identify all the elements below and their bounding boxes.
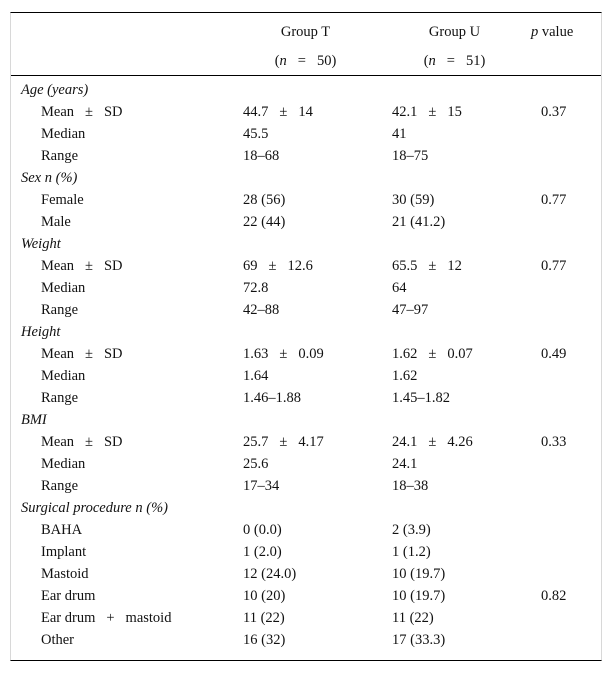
p-value (529, 629, 601, 651)
row-label: Male (41, 213, 71, 230)
row-label: Range (41, 389, 79, 406)
group-u-value: 41 (392, 125, 407, 142)
row-label: Mean ± SD (41, 257, 123, 274)
section-label: Sex n (%) (21, 169, 78, 186)
row-label: Other (41, 631, 75, 648)
group-t-value: 72.8 (243, 279, 269, 296)
table-row (11, 299, 601, 321)
group-t-value: 42–88 (243, 301, 280, 318)
group-u-value: 42.1 ± 15 (392, 103, 462, 120)
table-row (11, 123, 601, 145)
p-italic: p (531, 23, 539, 40)
row-label: Median (41, 279, 86, 296)
table-row (11, 145, 601, 167)
section-label: Age (years) (21, 81, 89, 98)
p-value: 0.82 (541, 587, 567, 604)
row-label: Mean ± SD (41, 345, 123, 362)
group-u-value: 17 (33.3) (392, 631, 446, 648)
section-row (11, 76, 601, 102)
table-row (11, 585, 601, 607)
group-u-value: 11 (22) (392, 609, 434, 626)
p-value (529, 387, 601, 409)
p-value (529, 123, 601, 145)
header-n-p-blank (529, 47, 601, 76)
table-row (11, 431, 601, 453)
row-label: Range (41, 301, 79, 318)
row-label: Median (41, 125, 86, 142)
group-t-value: 25.6 (243, 455, 269, 472)
row-label: Range (41, 477, 79, 494)
group-u-value: 10 (19.7) (392, 565, 446, 582)
header-p-value (529, 13, 601, 47)
n-u-text: (n = 51) (423, 52, 486, 69)
group-t-value: 25.7 ± 4.17 (243, 433, 324, 450)
p-rest: value (538, 23, 574, 40)
demographics-table (10, 12, 602, 661)
group-u-value: 64 (392, 279, 407, 296)
table-row (11, 365, 601, 387)
group-t-value: 16 (32) (243, 631, 286, 648)
section-row (11, 497, 601, 519)
section-row (11, 233, 601, 255)
p-value: 0.37 (541, 103, 567, 120)
group-t-value: 45.5 (243, 125, 269, 142)
group-t-value: 17–34 (243, 477, 280, 494)
header-n-t (231, 47, 380, 76)
p-value (529, 519, 601, 541)
group-u-value: 2 (3.9) (392, 521, 431, 538)
row-label: Female (41, 191, 84, 208)
p-value (529, 453, 601, 475)
table-row (11, 387, 601, 409)
group-u-value: 21 (41.2) (392, 213, 446, 230)
p-value (529, 541, 601, 563)
group-t-value: 1 (2.0) (243, 543, 282, 560)
group-t-value: 12 (24.0) (243, 565, 297, 582)
header-n-u (380, 47, 529, 76)
group-u-value: 1 (1.2) (392, 543, 431, 560)
table-row (11, 453, 601, 475)
group-u-value: 30 (59) (392, 191, 435, 208)
section-label: Surgical procedure n (%) (21, 499, 168, 516)
section-row (11, 409, 601, 431)
table-row (11, 255, 601, 277)
section-label: BMI (21, 411, 47, 428)
p-value: 0.77 (541, 257, 567, 274)
row-label: Median (41, 455, 86, 472)
table-row (11, 475, 601, 497)
table-row (11, 101, 601, 123)
table-row (11, 343, 601, 365)
group-t-value: 28 (56) (243, 191, 286, 208)
group-u-value: 18–38 (392, 477, 429, 494)
group-u-value: 10 (19.7) (392, 587, 446, 604)
group-t-value: 22 (44) (243, 213, 286, 230)
header-row (11, 13, 601, 47)
group-u-value: 47–97 (392, 301, 429, 318)
group-u-value: 24.1 (392, 455, 418, 472)
data-table (11, 13, 601, 651)
group-t-value: 1.64 (243, 367, 269, 384)
p-value: 0.77 (541, 191, 567, 208)
table-row (11, 541, 601, 563)
p-value (529, 607, 601, 629)
group-t-value: 10 (20) (243, 587, 286, 604)
section-row (11, 167, 601, 189)
group-u-value: 24.1 ± 4.26 (392, 433, 473, 450)
section-label: Height (21, 323, 61, 340)
p-value (529, 563, 601, 585)
group-t-value: 18–68 (243, 147, 280, 164)
table-row (11, 563, 601, 585)
group-u-value: 1.62 ± 0.07 (392, 345, 473, 362)
group-t-value: 1.46–1.88 (243, 389, 301, 406)
header-blank (11, 13, 231, 47)
row-label: Mean ± SD (41, 103, 123, 120)
p-value: 0.33 (541, 433, 567, 450)
table-row (11, 277, 601, 299)
p-value (529, 365, 601, 387)
p-value (529, 145, 601, 167)
row-label: Implant (41, 543, 87, 560)
group-u-value: 65.5 ± 12 (392, 257, 462, 274)
row-label: BAHA (41, 521, 83, 538)
table-row (11, 607, 601, 629)
row-label: Mean ± SD (41, 433, 123, 450)
group-t-value: 0 (0.0) (243, 521, 282, 538)
section-label: Weight (21, 235, 61, 252)
row-label: Median (41, 367, 86, 384)
group-u-value: 18–75 (392, 147, 429, 164)
group-t-value: 69 ± 12.6 (243, 257, 313, 274)
group-t-value: 11 (22) (243, 609, 285, 626)
group-u-value: 1.62 (392, 367, 418, 384)
table-row (11, 211, 601, 233)
group-u-value: 1.45–1.82 (392, 389, 450, 406)
group-t-value: 1.63 ± 0.09 (243, 345, 324, 362)
table-body (11, 76, 601, 652)
n-t-text: (n = 50) (274, 52, 337, 69)
section-row (11, 321, 601, 343)
header-group-u: Group U (428, 23, 481, 40)
table-row (11, 189, 601, 211)
group-t-value: 44.7 ± 14 (243, 103, 313, 120)
p-value (529, 277, 601, 299)
table-row (11, 629, 601, 651)
row-label: Mastoid (41, 565, 89, 582)
p-value: 0.49 (541, 345, 567, 362)
header-group-t: Group T (280, 23, 331, 40)
row-label: Ear drum + mastoid (41, 609, 172, 626)
header-n-row (11, 47, 601, 76)
p-value (529, 211, 601, 233)
p-value (529, 299, 601, 321)
header-n-blank (11, 47, 231, 76)
p-value (529, 475, 601, 497)
row-label: Ear drum (41, 587, 96, 604)
row-label: Range (41, 147, 79, 164)
table-row (11, 519, 601, 541)
